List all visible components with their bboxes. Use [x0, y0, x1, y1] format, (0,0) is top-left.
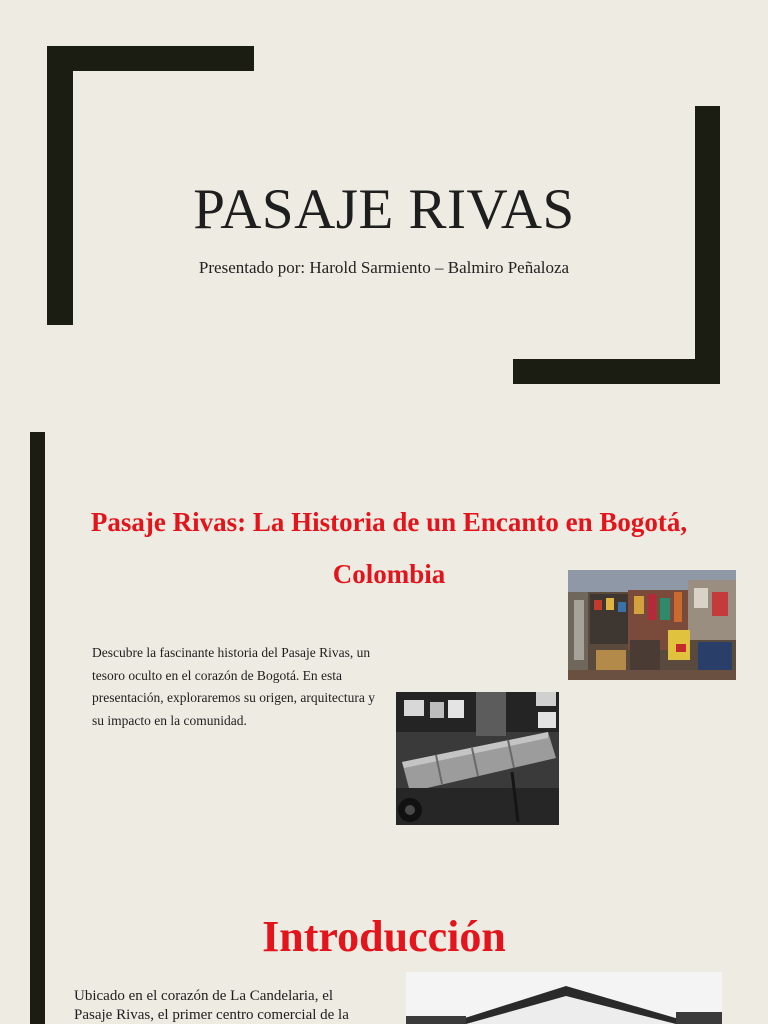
frame-bottom-right-vertical	[695, 106, 720, 384]
intro-paragraph: Ubicado en el corazón de La Candelaria, el Pasaje Rivas, el primer centro comercial de la	[74, 988, 349, 1023]
accent-bar	[30, 432, 45, 865]
slide-heading: Introducción	[262, 912, 506, 961]
history-slide	[0, 432, 768, 865]
title-slide	[0, 0, 768, 432]
intro-paragraph: Descubre la fascinante historia del Pasaje Rivas, un tesoro oculto en el corazón de Bogotá. En esta presentación, exploraremos su origen, arquitectura y su impacto en la comunidad.	[92, 645, 376, 728]
frame-bottom-right-horizontal	[513, 359, 720, 384]
slide-heading: Pasaje Rivas: La Historia de un Encanto en Bogotá, Colombia	[90, 507, 688, 589]
market-interior-photo	[568, 570, 736, 680]
building-facade-photo	[406, 972, 722, 1024]
frame-top-left-horizontal	[47, 46, 254, 71]
presentation-subtitle: Presentado por: Harold Sarmiento – Balmiro Peñaloza	[198, 258, 570, 277]
introduction-slide	[0, 865, 768, 1024]
wooden-cart-photo	[396, 692, 559, 825]
presentation-title: PASAJE RIVAS	[193, 178, 575, 241]
